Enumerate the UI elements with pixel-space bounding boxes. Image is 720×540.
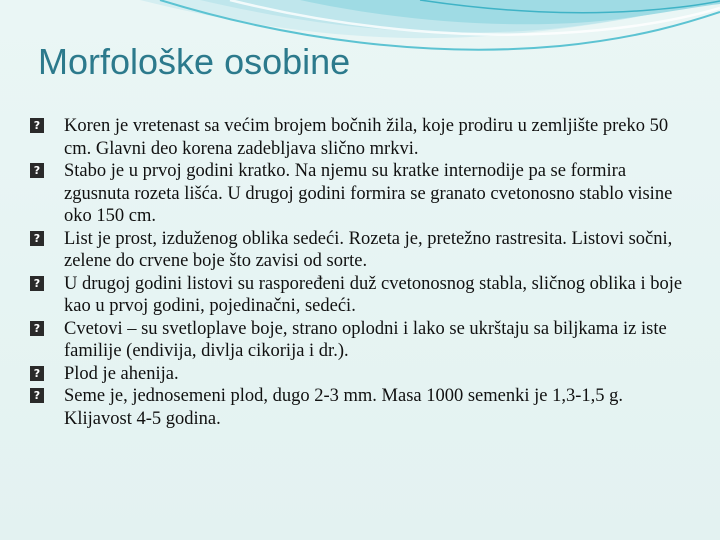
- missing-glyph-bullet-icon: ?: [30, 276, 44, 291]
- list-item: [30, 385, 695, 430]
- missing-glyph-bullet-icon: ?: [30, 366, 44, 381]
- bullet-text: Plod je ahenija.: [64, 363, 179, 384]
- bullet-text: List je prost, izduženog oblika sedeći. Rozeta je, pretežno rastresita. Listovi sočni, zelene do crvene boje što zavisi od sorte.: [64, 228, 673, 271]
- list-item: [30, 318, 695, 363]
- missing-glyph-bullet-icon: ?: [30, 388, 44, 403]
- list-item: [30, 160, 695, 228]
- list-item: [30, 273, 695, 318]
- bullet-text: U drugoj godini listovi su raspoređeni duž cvetonosnog stabla, sličnog oblika i boje kao u prvoj godini, pojedinačni, sedeći.: [64, 273, 683, 316]
- missing-glyph-bullet-icon: ?: [30, 163, 44, 178]
- bullet-list: [30, 115, 695, 430]
- list-item: [30, 363, 695, 386]
- bullet-text: Koren je vretenast sa većim brojem bočnih žila, koje prodiru u zemljište preko 50 cm. Glavni deo korena zadebljava slično mrkvi.: [64, 116, 669, 159]
- bullet-text: Stabo je u prvoj godini kratko. Na njemu su kratke internodije pa se formira zgusnuta rozeta lišća. U drugoj godini formira se granato cvetonosno stablo visine oko 150 cm.: [64, 161, 673, 226]
- missing-glyph-bullet-icon: ?: [30, 321, 44, 336]
- missing-glyph-bullet-icon: ?: [30, 118, 44, 133]
- bullet-text: Seme je, jednosemeni plod, dugo 2-3 mm. Masa 1000 semenki je 1,3-1,5 g. Klijavost 4-5 godina.: [64, 386, 624, 429]
- list-item: [30, 115, 695, 160]
- missing-glyph-bullet-icon: ?: [30, 231, 44, 246]
- list-item: [30, 228, 695, 273]
- page-title: Morfološke osobine: [38, 41, 351, 82]
- bullet-text: Cvetovi – su svetloplave boje, strano oplodni i lako se ukrštaju sa biljkama iz iste familije (endivija, divlja cikorija i dr.).: [64, 318, 667, 361]
